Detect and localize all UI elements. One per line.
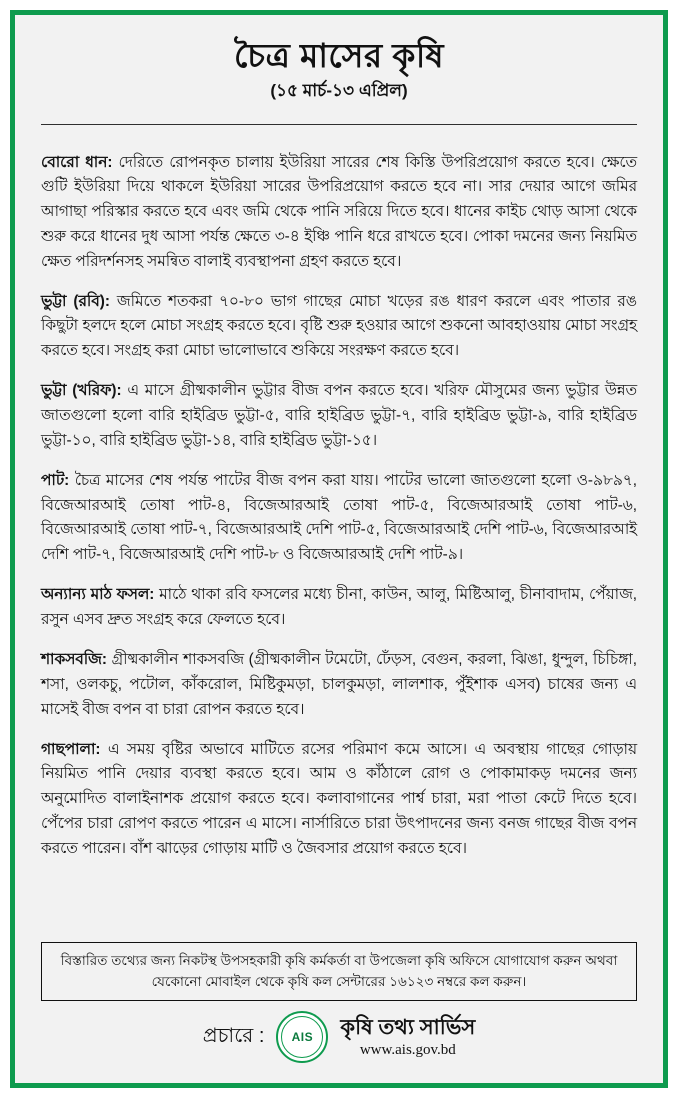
section-text: মাঠে থাকা রবি ফসলের মধ্যে চীনা, কাউন, আলু, মিষ্টিআলু, চীনাবাদাম, পেঁয়াজ, রসুন এসব দ্রুত সংগ্রহ করে ফেলতে হবে।	[41, 586, 638, 628]
promo-org-block	[340, 1015, 475, 1058]
section-vutta-robi	[41, 290, 637, 364]
section-text: এ মাসে গ্রীষ্মকালীন ভুট্টার বীজ বপন করতে হবে। খরিফ মৌসুমের জন্য ভুট্টার উন্নত জাতগুলো হলো বারি হাইব্রিড ভুট্টা-৫, বারি হাইব্রিড ভুট্টা-৭, বারি হাইব্রিড ভুট্টা-৯, বারি হাইব্রিড ভুট্টা-১০, বারি হাইব্রিড ভুট্টা-১৪, বারি হাইব্রিড ভুট্টা-১৫।	[41, 382, 638, 449]
section-text: চৈত্র মাসের শেষ পর্যন্ত পাটের বীজ বপন করা যায়। পাটের ভালো জাতগুলো হলো ও-৯৮৯৭, বিজেআরআই তোষা পাট-৪, বিজেআরআই তোষা পাট-৫, বিজেআরআই তোষা পাট-৬, বিজেআরআই তোষা পাট-৭, বিজেআরআই দেশি পাট-৫, বিজেআরআই দেশি পাট-৬, বিজেআরআই দেশি পাট-৭, বিজেআরআই দেশি পাট-৮ ও বিজেআরআই দেশি পাট-৯।	[41, 471, 637, 564]
section-lead: অন্যান্য মাঠ ফসল:	[41, 586, 155, 604]
organization-name: কৃষি তথ্য সার্ভিস	[340, 1016, 476, 1040]
section-text: জমিতে শতকরা ৭০-৮০ ভাগ গাছের মোচা খড়ের রঙ ধারণ করলে এবং পাতার রঙ কিছুটা হলদে হলে মোচা সংগ্রহ করতে হবে। বৃষ্টি শুরু হওয়ার আগে শুকনো আবহাওয়ায় মোচা সংগ্রহ করতে হবে। সংগ্রহ করা মোচা ভালোভাবে শুকিয়ে সংরক্ষণ করতে হবে।	[41, 292, 637, 360]
section-pat	[41, 469, 637, 568]
section-lead: গাছপালা:	[41, 740, 101, 758]
section-text: গ্রীষ্মকালীন শাকসবজি (গ্রীষ্মকালীন টমেটো, ঢেঁড়স, বেগুন, করলা, ঝিঙা, ধুন্দুল, চিচিঙ্গা, শসা, ওলকচু, পটোল, কাঁকরোল, মিষ্টিকুমড়া, চালকুমড়া, লালশাক, পুঁইশাক এসব) চাষের জন্য এ মাসেই বীজ বপন বা চারা রোপন করতে হবে।	[41, 651, 637, 718]
logo-text: AIS	[291, 1030, 314, 1044]
section-lead: পাট:	[41, 471, 70, 489]
section-other-field-crops	[41, 583, 637, 633]
ais-logo-icon	[276, 1011, 328, 1063]
section-vegetables	[41, 648, 637, 722]
divider	[41, 124, 637, 125]
contact-note: বিস্তারিত তথ্যের জন্য নিকটস্থ উপসহকারী কৃষি কর্মকর্তা বা উপজেলা কৃষি অফিসে যোগাযোগ করুন অথবা যেকোনো মোবাইল থেকে কৃষি কল সেন্টারের ১৬১২৩ নম্বরে কল করুন।	[41, 942, 637, 1002]
section-boro-dhan	[41, 151, 637, 275]
section-trees	[41, 738, 637, 862]
website-url[interactable]: www.ais.gov.bd	[359, 1041, 456, 1058]
section-lead: ভুট্টা (খরিফ):	[41, 382, 122, 400]
section-lead: ভুট্টা (রবি):	[41, 292, 110, 310]
section-vutta-kharif	[41, 379, 637, 453]
sections-list	[41, 135, 637, 937]
promo-label: প্রচারে :	[202, 1024, 265, 1047]
poster-border	[10, 10, 668, 1088]
poster-content	[21, 21, 657, 1077]
section-text: এ সময় বৃষ্টির অভাবে মাটিতে রসের পরিমাণ কমে আসে। এ অবস্থায় গাছের গোড়ায় নিয়মিত পানি দেয়ার ব্যবস্থা করতে হবে। আম ও কাঁঠালে রোগ ও পোকামাকড় দমনের জন্য অনুমোদিত বালাইনাশক প্রয়োগ করতে হবে। কলাবাগানের পার্শ্ব চারা, মরা পাতা কেটে দিতে হবে। পেঁপের চারা রোপণ করতে পারেন এ মাসে। নার্সারিতে চারা উৎপাদনের জন্য বনজ গাছের বীজ বপন করতে পারেন। বাঁশ ঝাড়ের গোড়ায় মাটি ও জৈবসার প্রয়োগ করতে হবে।	[41, 740, 637, 857]
promo-block	[41, 1011, 637, 1067]
page-subtitle: (১৫ মার্চ-১৩ এপ্রিল)	[270, 81, 408, 101]
section-text: দেরিতে রোপনকৃত চালায় ইউরিয়া সারের শেষ কিস্তি উপরিপ্রয়োগ করতে হবে। ক্ষেতে গুটি ইউরিয়া দিয়ে থাকলে ইউরিয়া সারের উপরিপ্রয়োগ করতে হবে না। সার দেয়ার আগে জমির আগাছা পরিস্কার করতে হবে এবং জমি থেকে পানি সরিয়ে দিতে হবে। ধানের কাইচ থোড় আসা থেকে শুরু করে ধানের দুধ আসা পর্যন্ত ক্ষেতে ৩-৪ ইঞ্চি পানি ধরে রাখতে হবে। পোকা দমনের জন্য নিয়মিত ক্ষেত পরিদর্শনসহ সমন্বিত বালাই ব্যবস্থাপনা গ্রহণ করতে হবে।	[41, 153, 637, 270]
section-lead: শাকসবজি:	[41, 651, 107, 669]
section-lead: বোরো ধান:	[41, 153, 113, 171]
title-block	[41, 35, 637, 106]
page-title: চৈত্র মাসের কৃষি	[233, 37, 445, 74]
